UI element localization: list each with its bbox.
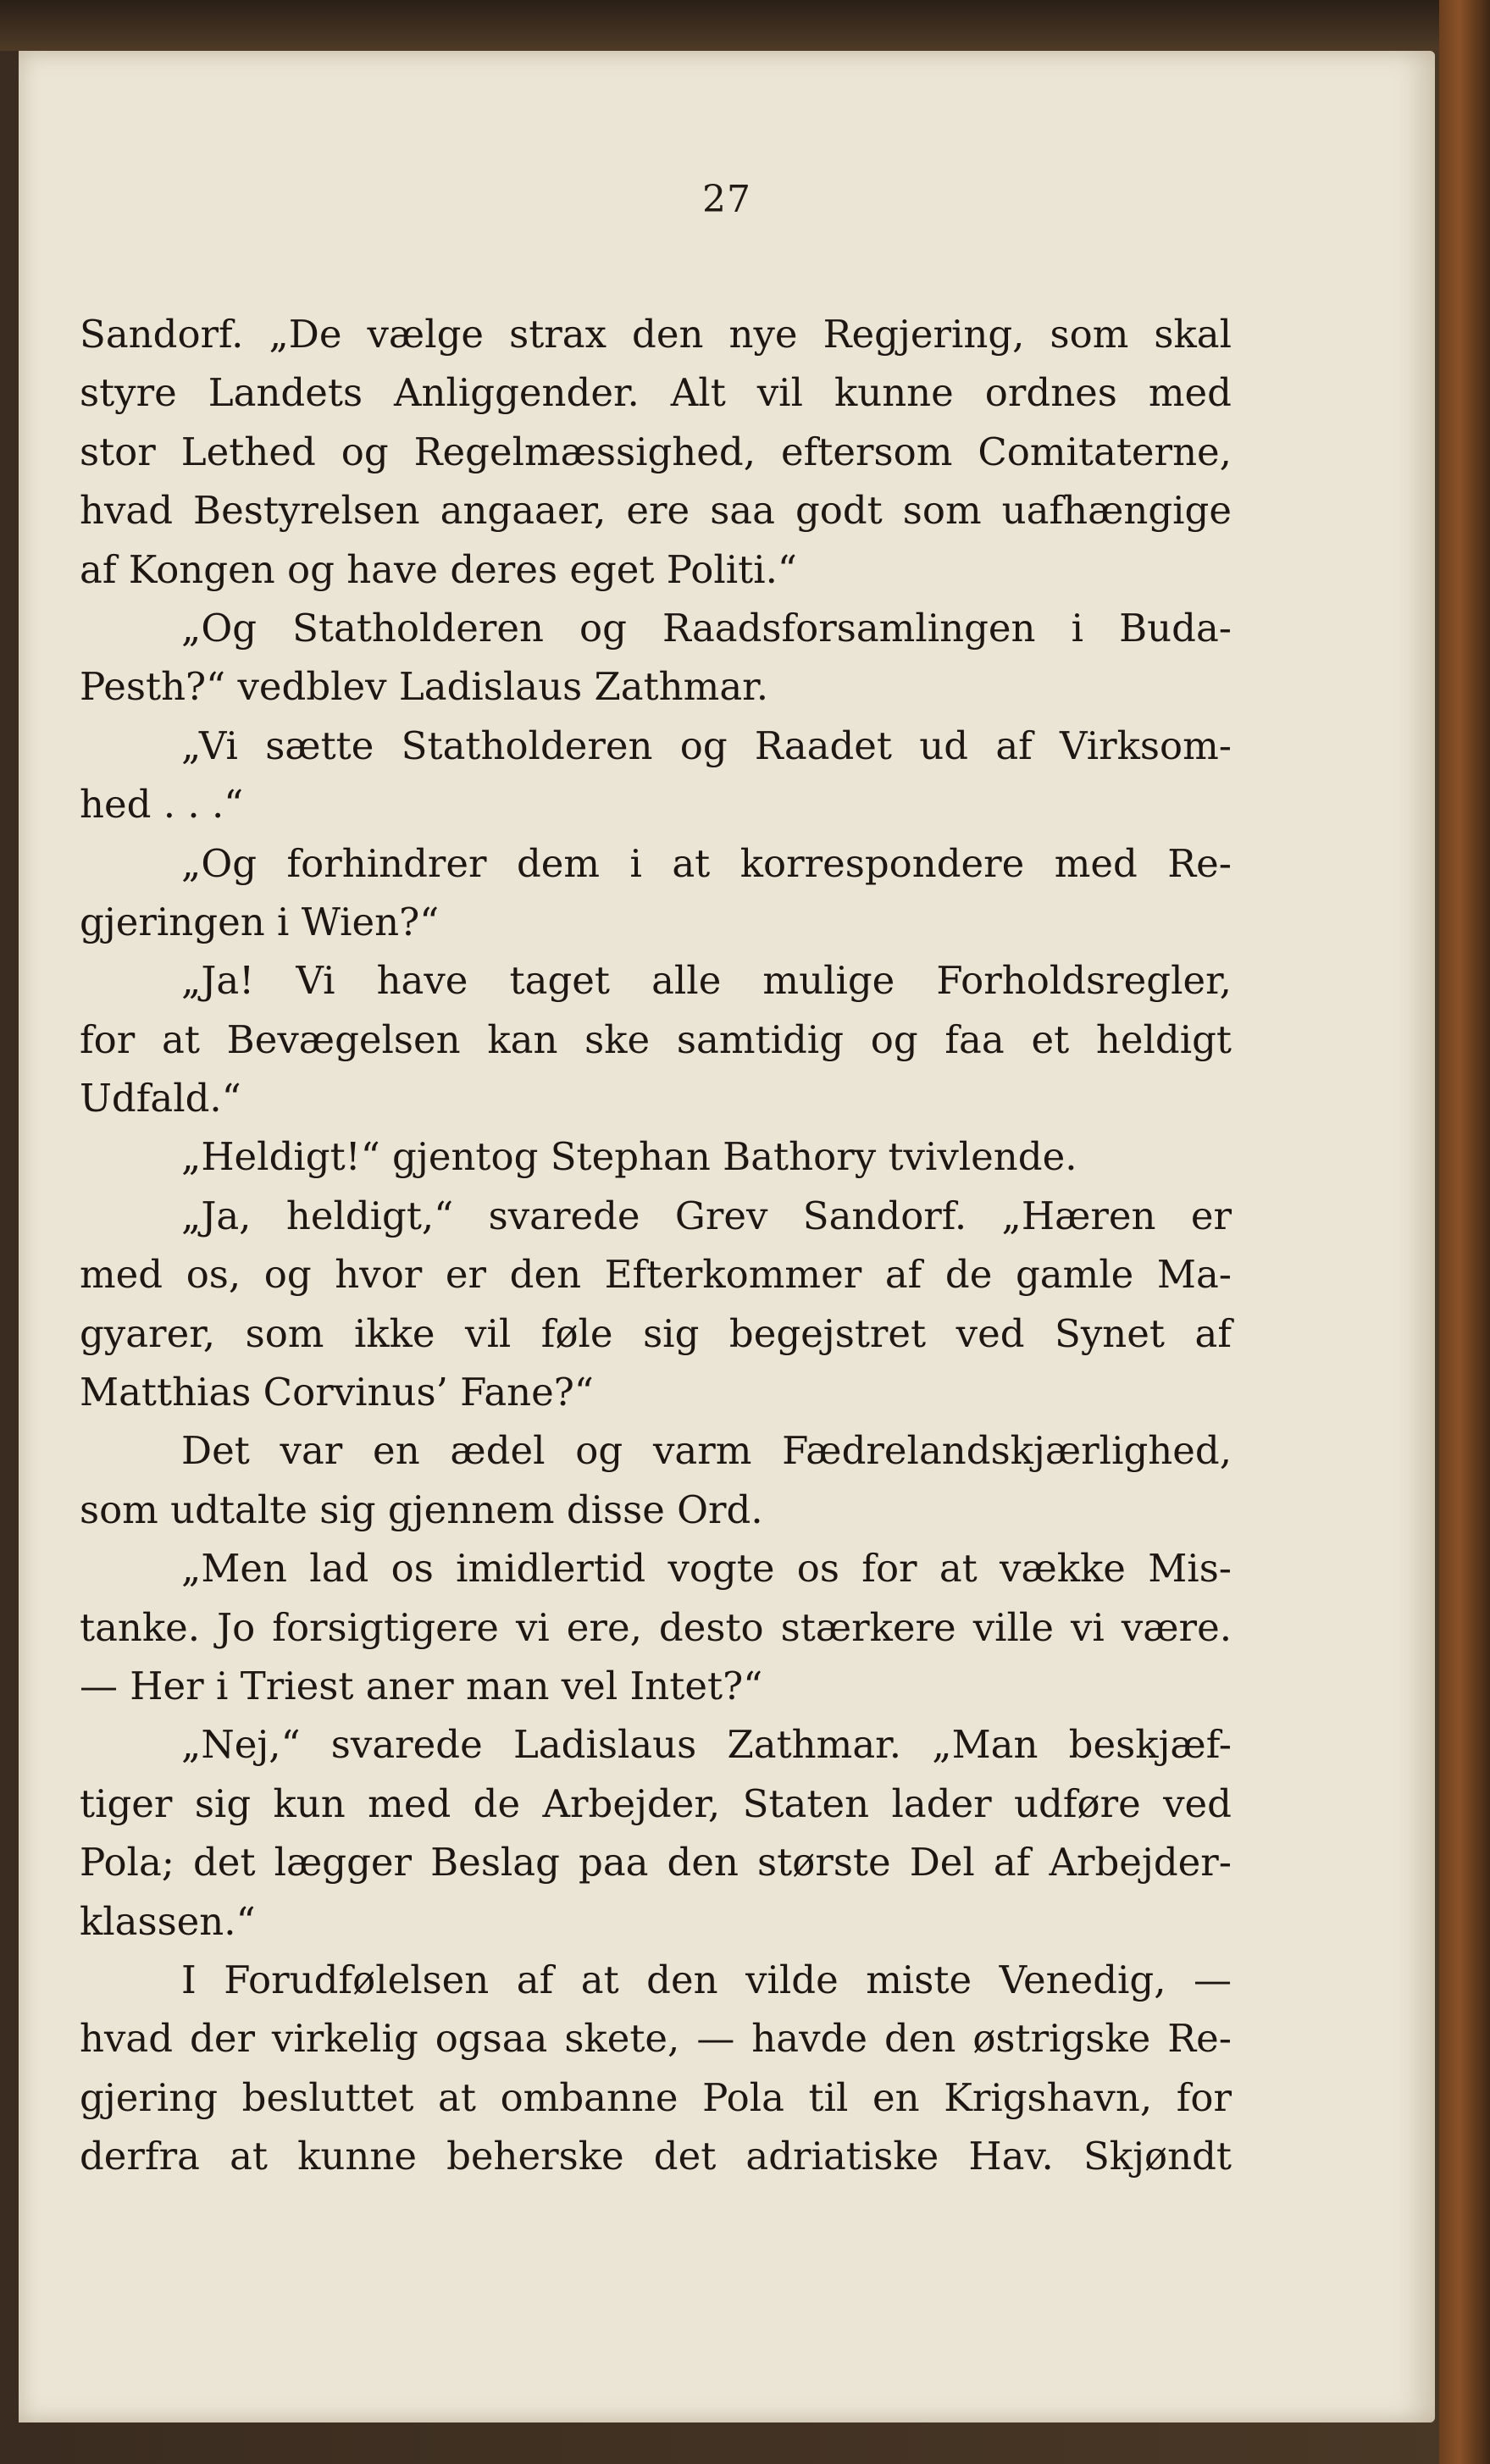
text-line: styre Landets Anliggender. Alt vil kunne ordnes med (80, 370, 1232, 416)
text-line: „Ja, heldigt,“ svarede Grev Sandorf. „Hæren er (181, 1193, 1232, 1238)
text-line: Sandorf. „De vælge strax den nye Regjering, som skal (80, 312, 1232, 357)
text-line: Pesth?“ vedblev Ladislaus Zathmar. (80, 664, 769, 710)
text-line: klassen.“ (80, 1898, 256, 1944)
book-top-edge (0, 0, 1490, 51)
text-line: som udtalte sig gjennem disse Ord. (80, 1487, 763, 1532)
text-line: Pola; det lægger Beslag paa den største Del af Arbejder- (80, 1840, 1232, 1885)
text-line: „Nej,“ svarede Ladislaus Zathmar. „Man beskjæf- (181, 1722, 1232, 1768)
page-number: 27 (702, 178, 751, 221)
text-line: Matthias Corvinus’ Fane?“ (80, 1370, 594, 1415)
text-line: hed . . .“ (80, 782, 244, 828)
text-line: gyarer, som ikke vil føle sig begejstret ved Synet af (80, 1310, 1232, 1356)
text-line: „Og Statholderen og Raadsforsamlingen i Buda- (181, 605, 1232, 651)
text-line: I Forudfølelsen af at den vilde miste Venedig, — (181, 1957, 1232, 2002)
text-line: Udfald.“ (80, 1076, 241, 1121)
text-line: Det var en ædel og varm Fædrelandskjærlighed, (181, 1428, 1232, 1474)
text-line: „Og forhindrer dem i at korrespondere med Re- (181, 840, 1232, 886)
text-line: „Men lad os imidlertid vogte os for at vække Mis- (181, 1546, 1232, 1592)
text-line: med os, og hvor er den Efterkommer af de gamle Ma- (80, 1252, 1232, 1298)
text-line: derfra at kunne beherske det adriatiske Hav. Skjøndt (80, 2134, 1232, 2179)
text-line: hvad Bestyrelsen angaaer, ere saa godt som uafhængige (80, 488, 1232, 534)
book-page (19, 51, 1435, 2422)
book-cover-edge (1439, 0, 1490, 2464)
text-line: af Kongen og have deres eget Politi.“ (80, 546, 797, 592)
body-text (80, 305, 1232, 2186)
text-line: „Ja! Vi have taget alle mulige Forholdsregler, (181, 958, 1232, 1004)
text-line: „Vi sætte Statholderen og Raadet ud af Virksom- (181, 723, 1232, 768)
text-line: „Heldigt!“ gjentog Stephan Bathory tvivlende. (181, 1134, 1077, 1180)
text-line: tiger sig kun med de Arbejder, Staten lader udføre ved (80, 1780, 1232, 1826)
text-line: stor Lethed og Regelmæssighed, eftersom Comitaterne, (80, 429, 1232, 474)
text-line: gjeringen i Wien?“ (80, 899, 440, 944)
text-line: tanke. Jo forsigtigere vi ere, desto stærkere ville vi være. (80, 1604, 1232, 1650)
text-line: gjering besluttet at ombanne Pola til en Krigshavn, for (80, 2074, 1232, 2120)
text-line: for at Bevægelsen kan ske samtidig og faa et heldigt (80, 1016, 1232, 1062)
text-line: hvad der virkelig ogsaa skete, — havde den østrigske Re- (80, 2016, 1232, 2062)
text-line: — Her i Triest aner man vel Intet?“ (80, 1663, 763, 1708)
